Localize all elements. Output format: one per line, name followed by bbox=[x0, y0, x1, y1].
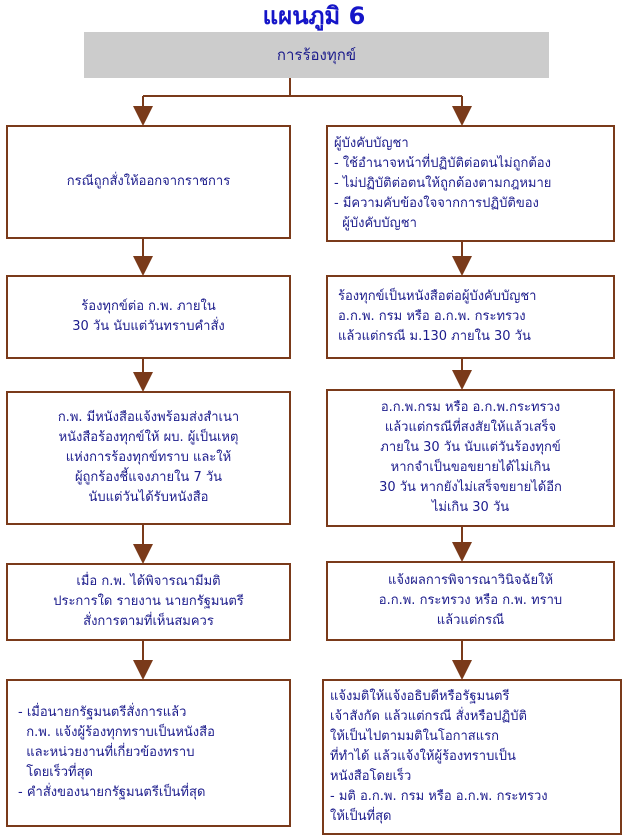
box-line: หากจำเป็นขอขยายได้ไม่เกิน bbox=[390, 460, 551, 475]
left-box-1 bbox=[6, 125, 291, 239]
chart-title: แผนภูมิ 6 bbox=[262, 2, 366, 30]
box-line: แล้วแต่กรณีที่สงสัยให้แล้วเสร็จ bbox=[384, 420, 557, 435]
right-box-4 bbox=[326, 561, 615, 641]
right-box-1 bbox=[326, 125, 615, 242]
box-line: และหน่วยงานที่เกี่ยวข้องทราบ bbox=[18, 745, 195, 760]
box-line: หนังสือโดยเร็ว bbox=[330, 769, 412, 784]
box-line: - มีความคับข้องใจจากการปฏิบัติของ bbox=[334, 195, 539, 211]
box-line: ที่ทำได้ แล้วแจ้งให้ผู้ร้องทราบเป็น bbox=[330, 749, 516, 764]
box-line: - เมื่อนายกรัฐมนตรีสั่งการแล้ว bbox=[18, 705, 187, 720]
box-line: ผู้บังคับบัญชา bbox=[334, 215, 417, 231]
left-box-4 bbox=[6, 563, 291, 641]
left-box-2 bbox=[6, 275, 291, 359]
header-box: การร้องทุกข์ bbox=[84, 32, 549, 78]
box-line: โดยเร็วที่สุด bbox=[18, 765, 93, 780]
box-line: - มติ อ.ก.พ. กรม หรือ อ.ก.พ. กระทรวง bbox=[330, 789, 548, 804]
box-line: แจ้งผลการพิจารณาวินิจฉัยให้ bbox=[387, 573, 554, 588]
right-box-3 bbox=[326, 389, 615, 527]
box-line: ผู้บังคับบัญชา bbox=[334, 135, 409, 151]
box-line: แห่งการร้องทุกข์ทราบ และให้ bbox=[65, 450, 232, 465]
box-line: ไม่เกิน 30 วัน bbox=[431, 500, 510, 515]
box-line: แจ้งมติให้แจ้งอธิบดีหรือรัฐมนตรี bbox=[330, 689, 510, 704]
box-line: อ.ก.พ. กระทรวง หรือ ก.พ. ทราบ bbox=[378, 593, 563, 608]
box-line: แล้วแต่กรณี bbox=[436, 613, 505, 628]
box-line: - ใช้อำนาจหน้าที่ปฏิบัติต่อตนไม่ถูกต้อง bbox=[334, 155, 551, 171]
box-line: ก.พ. แจ้งผู้ร้องทุกทราบเป็นหนังสือ bbox=[18, 725, 215, 740]
box-line: ให้เป็นที่สุด bbox=[330, 809, 392, 824]
box-line: เมื่อ ก.พ. ได้พิจารณามีมติ bbox=[76, 574, 221, 589]
box-line: กรณีถูกสั่งให้ออกจากราชการ bbox=[66, 174, 231, 189]
box-line: อ.ก.พ. กรม หรือ อ.ก.พ. กระทรวง bbox=[338, 309, 526, 324]
box-line: ร้องทุกข์เป็นหนังสือต่อผู้บังคับบัญชา bbox=[338, 289, 537, 304]
box-line: นับแต่วันได้รับหนังสือ bbox=[88, 490, 209, 505]
box-line: 30 วัน หากยังไม่เสร็จขยายได้อีก bbox=[379, 480, 562, 495]
box-line: ให้เป็นไปตามมติในโอกาสแรก bbox=[330, 729, 499, 744]
left-box-5 bbox=[6, 679, 291, 827]
box-line: อ.ก.พ.กรม หรือ อ.ก.พ.กระทรวง bbox=[380, 400, 561, 415]
box-line: ภายใน 30 วัน นับแต่วันร้องทุกข์ bbox=[380, 440, 561, 455]
left-box-3 bbox=[6, 391, 291, 525]
box-line: ประการใด รายงาน นายกรัฐมนตรี bbox=[53, 594, 244, 609]
box-line: 30 วัน นับแต่วันทราบคำสั่ง bbox=[72, 319, 225, 334]
box-line: แล้วแต่กรณี ม.130 ภายใน 30 วัน bbox=[338, 329, 531, 344]
box-line: ก.พ. มีหนังสือแจ้งพร้อมส่งสำเนา bbox=[57, 410, 240, 425]
right-box-5 bbox=[322, 679, 622, 835]
box-line: ร้องทุกข์ต่อ ก.พ. ภายใน bbox=[81, 299, 216, 314]
box-line: ผู้ถูกร้องชี้แจงภายใน 7 วัน bbox=[74, 470, 223, 485]
box-line: เจ้าสังกัด แล้วแต่กรณี สั่งหรือปฏิบัติ bbox=[330, 709, 527, 724]
box-line: - ไม่ปฏิบัติต่อตนให้ถูกต้องตามกฎหมาย bbox=[334, 175, 552, 191]
box-line: หนังสือร้องทุกข์ให้ ผบ. ผู้เป็นเหตุ bbox=[58, 430, 239, 445]
right-box-2 bbox=[326, 275, 615, 359]
box-line: - คำสั่งของนายกรัฐมนตรีเป็นที่สุด bbox=[18, 785, 206, 800]
box-line: สั่งการตามที่เห็นสมควร bbox=[83, 614, 214, 629]
